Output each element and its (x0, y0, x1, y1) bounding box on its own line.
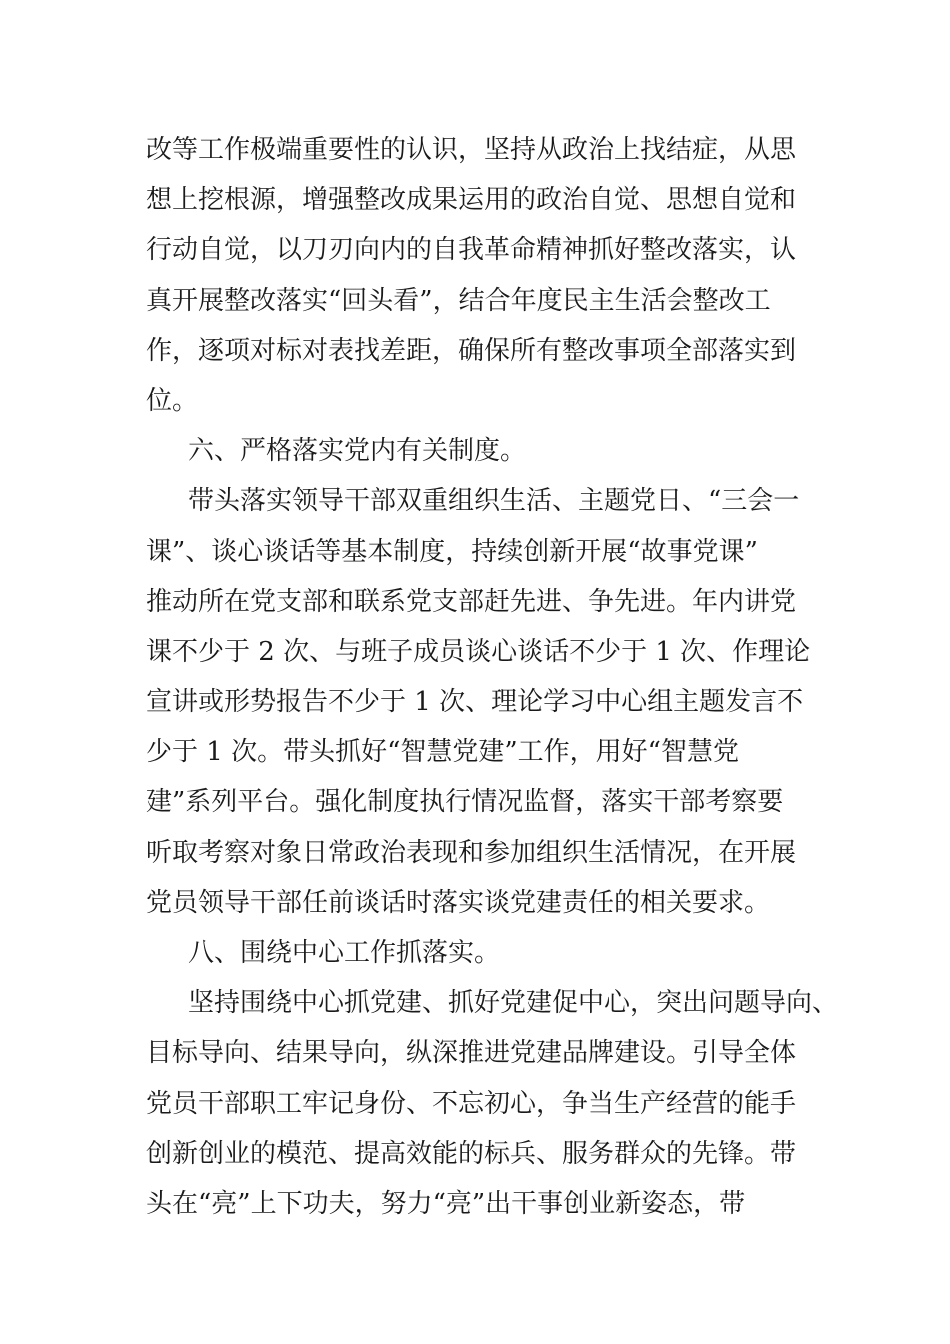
text-line: 听取考察对象日常政治表现和参加组织生活情况，在开展 (146, 837, 797, 868)
text-line: 党员干部职工牢记身份、不忘初心，争当生产经营的能手 (146, 1088, 797, 1119)
text-line: 真开展整改落实“回头看”，结合年度民主生活会整改工 (146, 285, 771, 316)
text-line: 课”、谈心谈话等基本制度，持续创新开展“故事党课” (146, 536, 758, 567)
text-line: 党员领导干部任前谈话时落实谈党建责任的相关要求。 (146, 887, 771, 918)
text-line: 作，逐项对标对表找差距，确保所有整改事项全部落实到 (146, 335, 797, 366)
document-body (146, 125, 839, 1229)
section-heading-8: 八、围绕中心工作抓落实。 (188, 938, 501, 968)
text-line: 带头落实领导干部双重组织生活、主题党日、“三会一 (188, 486, 800, 517)
text-line: 宣讲或形势报告不少于 1 次、理论学习中心组主题发言不 (146, 687, 804, 718)
text-line: 推动所在党支部和联系党支部赶先进、争先进。年内讲党 (146, 586, 797, 617)
text-line: 改等工作极端重要性的认识，坚持从政治上找结症，从思 (146, 135, 797, 165)
text-line: 坚持围绕中心抓党建、抓好党建促中心，突出问题导向、 (188, 988, 839, 1019)
text-line: 课不少于 2 次、与班子成员谈心谈话不少于 1 次、作理论 (146, 636, 811, 667)
text-line: 位。 (146, 385, 199, 416)
text-line: 目标导向、结果导向，纵深推进党建品牌建设。引导全体 (146, 1038, 797, 1069)
text-line: 行动自觉，以刀刃向内的自我革命精神抓好整改落实，认 (146, 235, 797, 266)
text-line: 想上挖根源，增强整改成果运用的政治自觉、思想自觉和 (146, 185, 797, 216)
text-line: 少于 1 次。带头抓好“智慧党建”工作，用好“智慧党 (146, 737, 739, 768)
text-line: 建”系列平台。强化制度执行情况监督，落实干部考察要 (146, 787, 784, 818)
section-heading-6: 六、严格落实党内有关制度。 (188, 436, 527, 467)
text-line: 创新创业的模范、提高效能的标兵、服务群众的先锋。带 (146, 1138, 797, 1169)
text-line: 头在“亮”上下功夫，努力“亮”出干事创业新姿态，带 (146, 1188, 746, 1219)
